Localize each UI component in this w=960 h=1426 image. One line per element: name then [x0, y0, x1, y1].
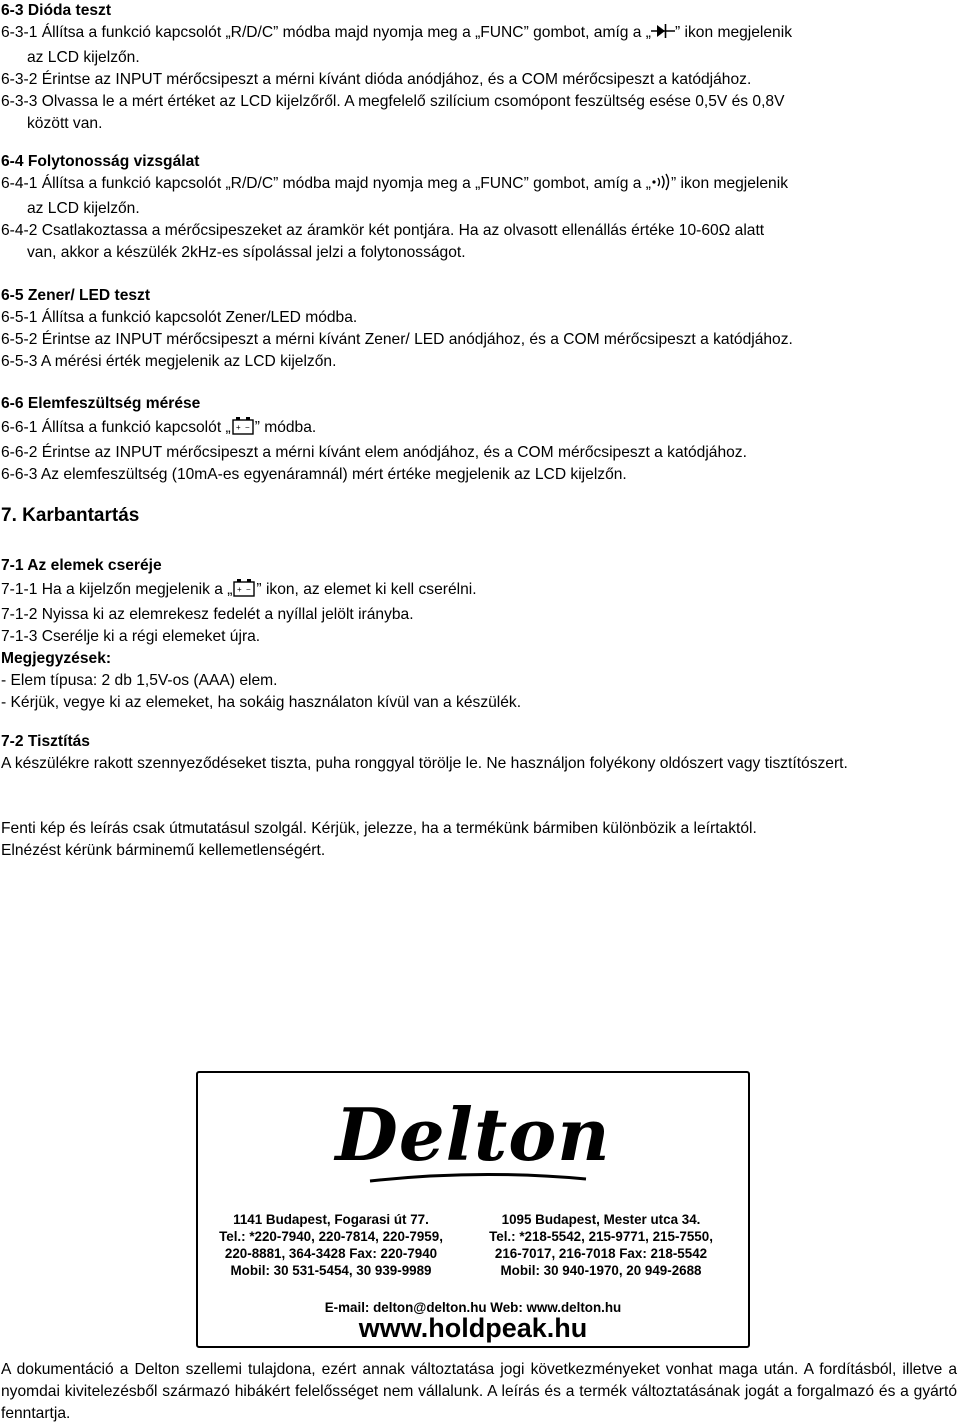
list-item: - Elem típusa: 2 db 1,5V-os (AAA) elem.: [1, 672, 278, 689]
address-mester: [476, 1211, 726, 1279]
text: Mobil: 30 531-5454, 30 939-9989: [230, 1263, 432, 1278]
section-6-3: [1, 0, 957, 135]
text: ” ikon megjelenik: [674, 24, 792, 41]
diode-icon: [651, 22, 675, 47]
text: ” módba.: [254, 419, 317, 436]
section-title: 6-6 Elemfeszültség mérése: [1, 395, 201, 412]
svg-text:−: −: [246, 585, 252, 594]
paragraph: [1, 415, 957, 442]
paragraph: 6-4-2 Csatlakoztassa a mérőcsipeszeket az áramkör két pontjára. Ha az olvasott ellenállás értéke 10-60Ω alatt: [1, 222, 765, 239]
paragraph: 6-3-2 Érintse az INPUT mérőcsipeszt a mérni kívánt dióda anódjához, és a COM mérőcsipeszt a katódjához.: [1, 71, 752, 88]
svg-text:−: −: [244, 423, 250, 432]
text: 216-7017, 216-7018 Fax: 218-5542: [494, 1246, 708, 1261]
paragraph: [1, 173, 957, 198]
section-6-4: [1, 151, 957, 264]
battery-icon: [232, 577, 256, 604]
text: az LCD kijelzőn.: [27, 200, 140, 217]
delton-logo: Delton: [335, 1092, 611, 1177]
list-item: - Kérjük, vegye ki az elemeket, ha sokáig használaton kívül van a készülék.: [1, 694, 522, 711]
footer-notice: A dokumentáció a Delton szellemi tulajdona, ezért annak változtatása jogi következményeket vonhat maga után. A fordításból, illetve a nyomdai kivitelezésből származó hibákért felelősséget nem vállalunk. A leírás és a termék változtatásának jogát a forgalmazó és a gyártó fenntartja.: [1, 1361, 957, 1422]
delton-logo-card: [196, 1071, 750, 1348]
chapter-title: 7. Karbantartás: [1, 505, 140, 526]
text: Tel.: *220-7940, 220-7814, 220-7959,: [219, 1229, 443, 1244]
notes-title: Megjegyzések:: [1, 650, 112, 667]
paragraph: 6-3-3 Olvassa le a mért értéket az LCD kijelzőről. A megfelelő szilícium csomópont feszültség esése 0,5V és 0,8V: [1, 93, 785, 110]
paragraph: 6-5-2 Érintse az INPUT mérőcsipeszt a mérni kívánt Zener/ LED anódjához, és a COM mérőcsipeszt a katódjához.: [1, 331, 793, 348]
text: között van.: [27, 115, 103, 132]
section-7-1: [1, 555, 957, 714]
text: 6-6-1 Állítsa a funkció kapcsolót „: [1, 419, 231, 436]
paragraph: 6-5-3 A mérési érték megjelenik az LCD kijelzőn.: [1, 353, 337, 370]
text: az LCD kijelzőn.: [27, 49, 140, 66]
continuity-icon: [651, 173, 671, 198]
section-title: 6-4 Folytonosság vizsgálat: [1, 153, 200, 170]
text: 1141 Budapest, Fogarasi út 77.: [233, 1212, 429, 1227]
address-fogarasi: [206, 1211, 456, 1279]
section-7-2: [1, 731, 957, 775]
text: 1095 Budapest, Mester utca 34.: [501, 1212, 701, 1227]
paragraph: [1, 577, 957, 604]
paragraph: 6-6-2 Érintse az INPUT mérőcsipeszt a mérni kívánt elem anódjához, és a COM mérőcsipeszt a katódjához.: [1, 444, 747, 461]
text: 7-1-1 Ha a kijelzőn megjelenik a „: [1, 581, 233, 598]
paragraph: A készülékre rakott szennyeződéseket tiszta, puha ronggyal törölje le. Ne használjon folyékony oldószert vagy tisztítószert.: [1, 755, 848, 772]
text: 6-3-1 Állítsa a funkció kapcsolót „R/D/C” módba majd nyomja meg a „FUNC” gombot, amíg a „: [1, 24, 651, 41]
text: Elnézést kérünk bárminemű kellemetlenségért.: [1, 842, 326, 859]
paragraph: 7-1-2 Nyissa ki az elemrekesz fedelét a nyíllal jelölt irányba.: [1, 606, 414, 623]
section-title: 7-2 Tisztítás: [1, 733, 90, 750]
disclaimer: [1, 818, 957, 862]
text: Mobil: 30 940-1970, 20 949-2688: [500, 1263, 702, 1278]
text: ” ikon, az elemet ki kell cserélni.: [256, 581, 477, 598]
section-6-6: [1, 393, 957, 486]
svg-text:+: +: [235, 423, 241, 432]
text: 6-4-1 Állítsa a funkció kapcsolót „R/D/C” módba majd nyomja meg a „FUNC” gombot, amíg a „: [1, 175, 651, 192]
battery-icon: [231, 415, 255, 442]
text: 220-8881, 364-3428 Fax: 220-7940: [224, 1246, 438, 1261]
paragraph: 6-5-1 Állítsa a funkció kapcsolót Zener/LED módba.: [1, 309, 358, 326]
section-title: 6-5 Zener/ LED teszt: [1, 287, 151, 304]
paragraph: 7-1-3 Cserélje ki a régi elemeket újra.: [1, 628, 261, 645]
logo-swash: [368, 1171, 588, 1185]
paragraph: 6-6-3 Az elemfeszültség (10mA-es egyenáramnál) mért értéke megjelenik az LCD kijelzőn.: [1, 466, 627, 483]
text: van, akkor a készülék 2kHz-es sípolással jelzi a folytonosságot.: [27, 244, 466, 261]
text: Tel.: *218-5542, 215-9771, 215-7550,: [489, 1229, 713, 1244]
paragraph: [1, 22, 957, 47]
contact-email: E-mail: delton@delton.hu Web: www.delton.hu: [324, 1300, 622, 1315]
holdpeak-url: www.holdpeak.hu: [358, 1313, 588, 1343]
section-title: 7-1 Az elemek cseréje: [1, 557, 162, 574]
svg-text:+: +: [237, 585, 243, 594]
section-6-5: [1, 285, 957, 373]
section-title: 6-3 Dióda teszt: [1, 2, 112, 19]
text: ” ikon megjelenik: [670, 175, 788, 192]
text: Fenti kép és leírás csak útmutatásul szolgál. Kérjük, jelezze, ha a termékünk bármiben különbözik a leírtaktól.: [1, 820, 757, 837]
